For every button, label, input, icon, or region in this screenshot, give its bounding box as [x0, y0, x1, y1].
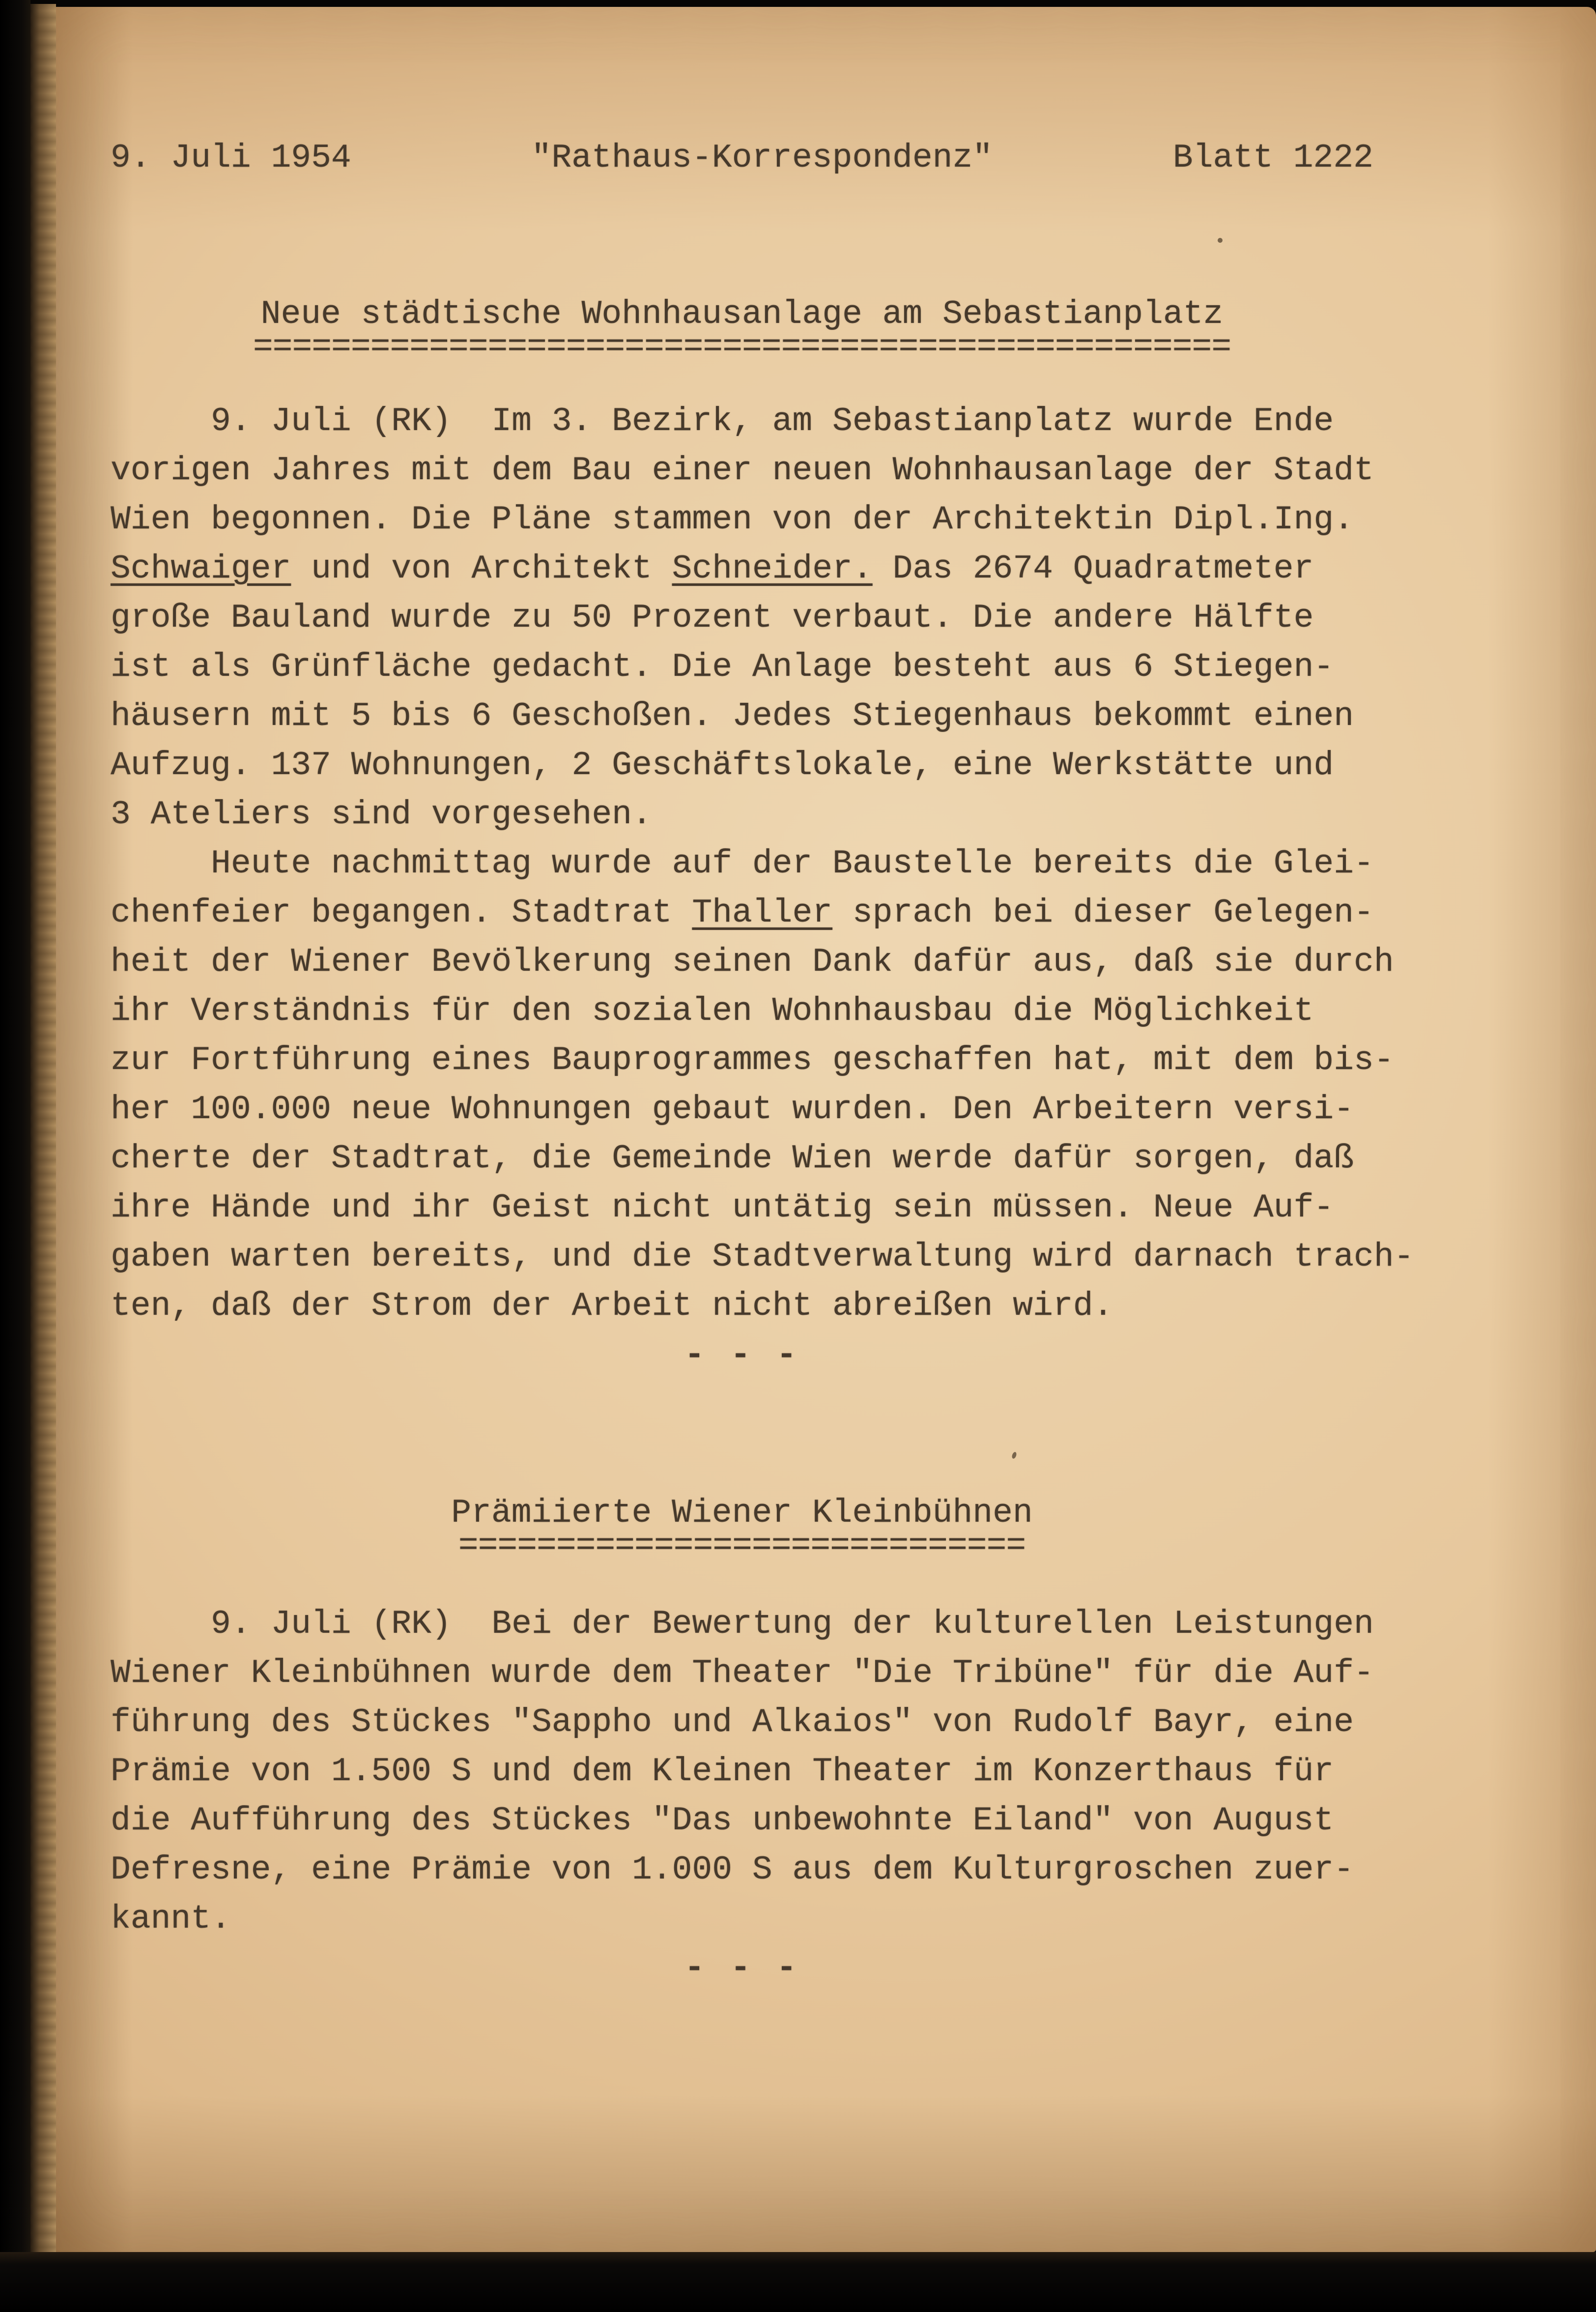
header-publication: "Rathaus-Korrespondenz" [531, 139, 993, 177]
paragraph [111, 839, 1414, 1331]
paragraph [111, 1600, 1373, 1944]
text-line: her 100.000 neue Wohnungen gebaut wurden. Den Arbeitern versi- [111, 1091, 1354, 1128]
text-line: cherte der Stadtrat, die Gemeinde Wien werde dafür sorgen, daß [111, 1140, 1354, 1178]
text-line: Schwaiger und von Architekt Schneider. Das 2674 Quadratmeter [111, 550, 1314, 588]
header-date: 9. Juli 1954 [111, 139, 351, 177]
underlined-name: Schneider. [672, 550, 873, 588]
text-line: Aufzug. 137 Wohnungen, 2 Geschäftslokale, eine Werkstätte und [111, 747, 1334, 784]
text-line: Defresne, eine Prämie von 1.000 S aus dem Kulturgroschen zuer- [111, 1851, 1354, 1889]
scan-bottom-edge [0, 2252, 1596, 2312]
article-heading: Neue städtische Wohnhausanlage am Sebastianplatz [260, 295, 1224, 333]
text-line: ihr Verständnis für den sozialen Wohnhausbau die Möglichkeit [111, 992, 1314, 1030]
heading-underline: ============================= [458, 1527, 1026, 1565]
text-line: ten, daß der Strom der Arbeit nicht abreißen wird. [111, 1287, 1113, 1325]
section-separator: - - - [684, 1336, 800, 1374]
paragraph [111, 397, 1373, 839]
header-sheet: Blatt 1222 [1172, 139, 1373, 177]
text-line: 9. Juli (RK) Im 3. Bezirk, am Sebastianplatz wurde Ende [111, 403, 1334, 440]
text-line: vorigen Jahres mit dem Bau einer neuen Wohnhausanlage der Stadt [111, 452, 1374, 490]
underlined-name: Thaller [692, 894, 833, 932]
text-line: Wien begonnen. Die Pläne stammen von der Architektin Dipl.Ing. [111, 501, 1354, 539]
scan-top-edge [0, 0, 1596, 7]
text-line: heit der Wiener Bevölkerung seinen Dank dafür aus, daß sie durch [111, 943, 1394, 981]
heading-underline: ================================================== [253, 328, 1231, 366]
text-line: führung des Stückes "Sappho und Alkaios" von Rudolf Bayr, eine [111, 1704, 1354, 1741]
text-line: zur Fortführung eines Bauprogrammes geschaffen hat, mit dem bis- [111, 1041, 1394, 1079]
text-line: chenfeier begangen. Stadtrat Thaller sprach bei dieser Gelegen- [111, 894, 1374, 932]
book-spine-edge [0, 0, 30, 2312]
text-line: Prämie von 1.500 S und dem Kleinen Theater im Konzerthaus für [111, 1753, 1334, 1791]
text-line: ist als Grünfläche gedacht. Die Anlage besteht aus 6 Stiegen- [111, 648, 1334, 686]
article-kleinbuehnen [111, 1496, 1373, 1944]
text-line: Heute nachmittag wurde auf der Baustelle bereits die Glei- [111, 845, 1374, 883]
article-heading: Prämiierte Wiener Kleinbühnen [451, 1494, 1033, 1532]
article-heading-block [111, 295, 1373, 366]
text-line: die Aufführung des Stückes "Das unbewohnte Eiland" von August [111, 1802, 1334, 1840]
text-line: große Bauland wurde zu 50 Prozent verbaut. Die andere Hälfte [111, 599, 1314, 637]
article-heading-block [111, 1494, 1373, 1565]
paper [56, 7, 1596, 2252]
text-line: 9. Juli (RK) Bei der Bewertung der kulturellen Leistungen [111, 1605, 1374, 1643]
underlined-name: Schwaiger [111, 550, 291, 588]
text-line: 3 Ateliers sind vorgesehen. [111, 796, 652, 834]
text-line: häusern mit 5 bis 6 Geschoßen. Jedes Stiegenhaus bekommt einen [111, 697, 1354, 735]
page-stack-edge [30, 4, 56, 2254]
page-header [111, 134, 1373, 177]
text-line: ihre Hände und ihr Geist nicht untätig sein müssen. Neue Auf- [111, 1189, 1334, 1227]
text-column [111, 7, 1414, 1993]
text-line: gaben warten bereits, und die Stadtverwaltung wird darnach trach- [111, 1238, 1414, 1276]
section-separator: - - - [684, 1949, 800, 1987]
article-wohnhausanlage [111, 295, 1414, 1331]
text-line: Wiener Kleinbühnen wurde dem Theater "Die Tribüne" für die Auf- [111, 1654, 1374, 1692]
text-line: kannt. [111, 1900, 231, 1938]
